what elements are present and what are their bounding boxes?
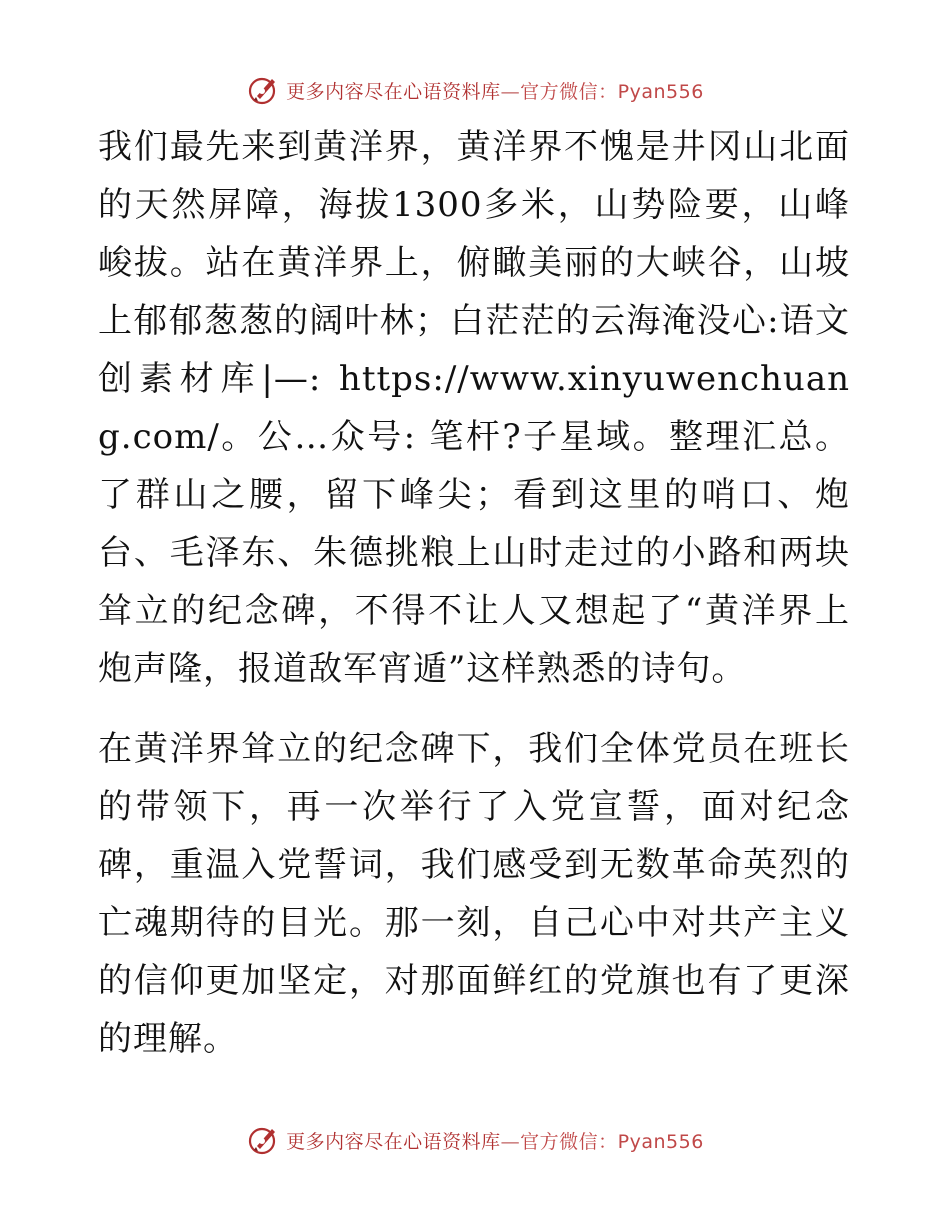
paragraph-2: 在黄洋界耸立的纪念碑下，我们全体党员在班长的带领下，再一次举行了入党宣誓，面对纪念碑，重温入党誓词，我们感受到无数革命英烈的亡魂期待的目光。那一刻，自己心中对共产主义的信仰更加坚定，对那面鲜红的党旗也有了更深的理解。 xyxy=(98,729,850,1059)
header-brand: 更多内容尽在心语资料库 xyxy=(286,80,501,103)
quill-pen-circle-icon xyxy=(246,73,280,107)
footer-separator: — xyxy=(500,1130,521,1153)
header-separator: — xyxy=(500,80,521,103)
paragraph-1: 我们最先来到黄洋界，黄洋界不愧是井冈山北面的天然屏障，海拔1300多米，山势险要，山峰峻拔。站在黄洋界上，俯瞰美丽的大峡谷，山坡上郁郁葱葱的阔叶林；白茫茫的云海淹没心:语文创素材库|—: https://www.xinyuwenchuang.com/。公…众号: 笔杆?子星域。整理汇总。了群山之腰，留下峰尖；看到这里的哨口、炮台、毛泽东、朱德挑粮上山时走过的小路和两块耸立的纪念碑，不得不让人又想起了“黄洋界上炮声隆，报道敌军宵遁”这样熟悉的诗句。 xyxy=(98,127,850,689)
document-body xyxy=(98,118,850,1068)
header-wechat: 官方微信：Pyan556 xyxy=(520,80,704,103)
footer-wechat: 官方微信：Pyan556 xyxy=(520,1130,704,1153)
quill-pen-circle-icon xyxy=(246,1123,280,1157)
footer-text xyxy=(286,1127,704,1154)
footer-brand: 更多内容尽在心语资料库 xyxy=(286,1130,501,1153)
header-text xyxy=(286,77,704,104)
header-banner xyxy=(0,70,950,110)
footer-banner xyxy=(0,1120,950,1160)
